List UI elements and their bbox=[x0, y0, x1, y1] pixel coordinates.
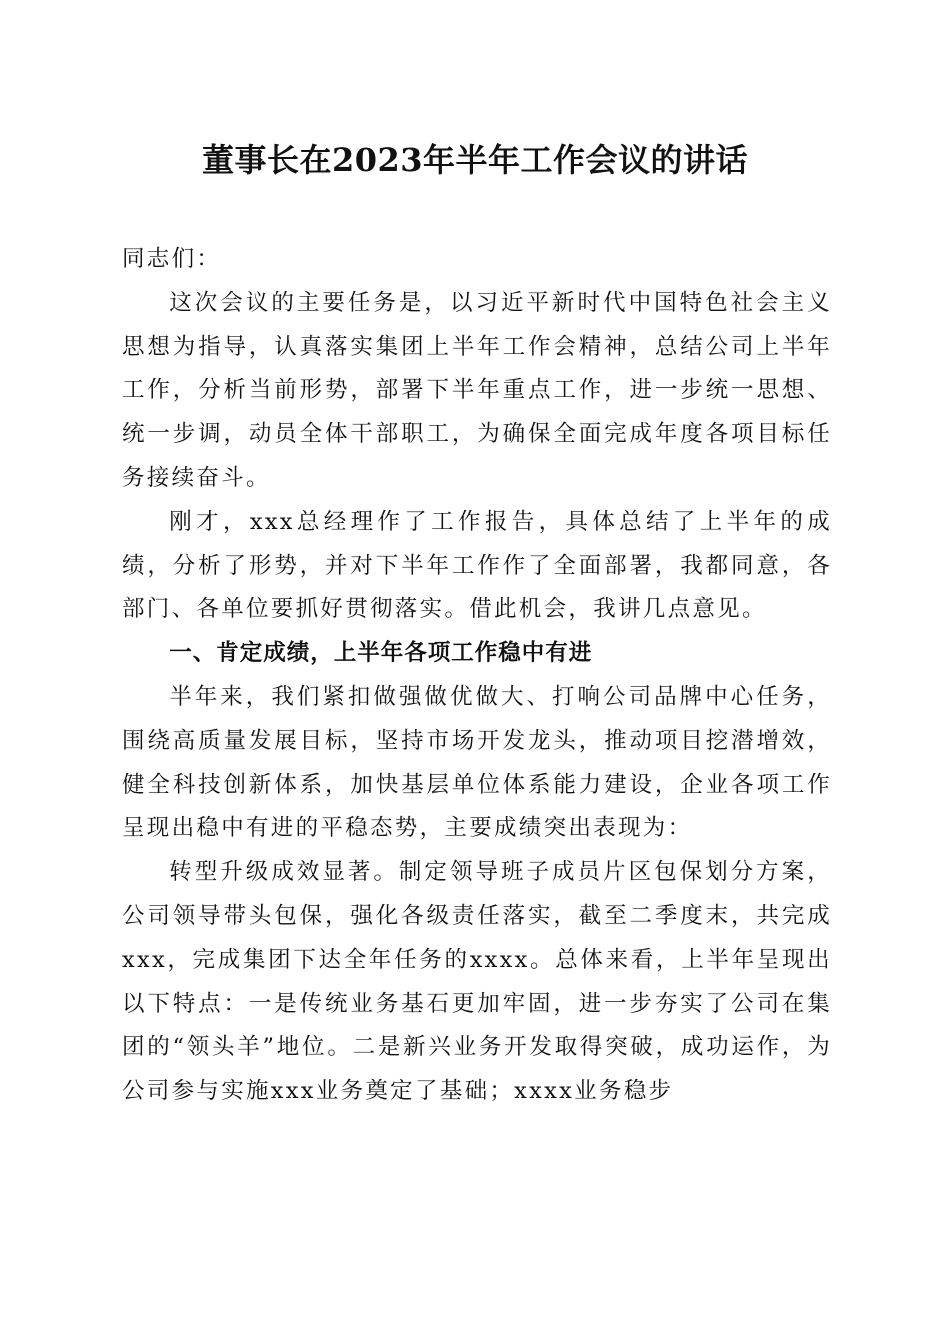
paragraph-report: 刚才，xxx总经理作了工作报告，具体总结了上半年的成绩，分析了形势，并对下半年工作作了全面部署，我都同意，各部门、各单位要抓好贯彻落实。借此机会，我讲几点意见。 bbox=[122, 508, 832, 623]
document-body bbox=[122, 238, 832, 1114]
paragraph-intro: 这次会议的主要任务是，以习近平新时代中国特色社会主义思想为指导，认真落实集团上半年工作会精神，总结公司上半年工作，分析当前形势，部署下半年重点工作，进一步统一思想、统一步调，动员全体干部职工，为确保全面完成年度各项目标任务接续奋斗。 bbox=[122, 289, 832, 491]
section-heading: 一、肯定成绩，上半年各项工作稳中有进 bbox=[169, 640, 593, 667]
paragraph-achievements: 半年来，我们紧扣做强做优做大、打响公司品牌中心任务，围绕高质量发展目标，坚持市场开发龙头，推动项目挖潜增效，健全科技创新体系，加快基层单位体系能力建设，企业各项工作呈现出稳中有进的平稳态势，主要成绩突出表现为： bbox=[122, 683, 832, 842]
document-title: 董事长在2023年半年工作会议的讲话 bbox=[201, 141, 749, 179]
salutation: 同志们： bbox=[122, 246, 222, 272]
paragraph-transformation: 转型升级成效显著。制定领导班子成员片区包保划分方案，公司领导带头包保，强化各级责任落实，截至二季度末，共完成xxx，完成集团下达全年任务的xxxx。总体来看，上半年呈现出以下特点：一是传统业务基石更加牢固，进一步夯实了公司在集团的“领头羊”地位。二是新兴业务开发取得突破，成功运作，为公司参与实施xxx业务奠定了基础；xxxx业务稳步 bbox=[122, 859, 832, 1105]
